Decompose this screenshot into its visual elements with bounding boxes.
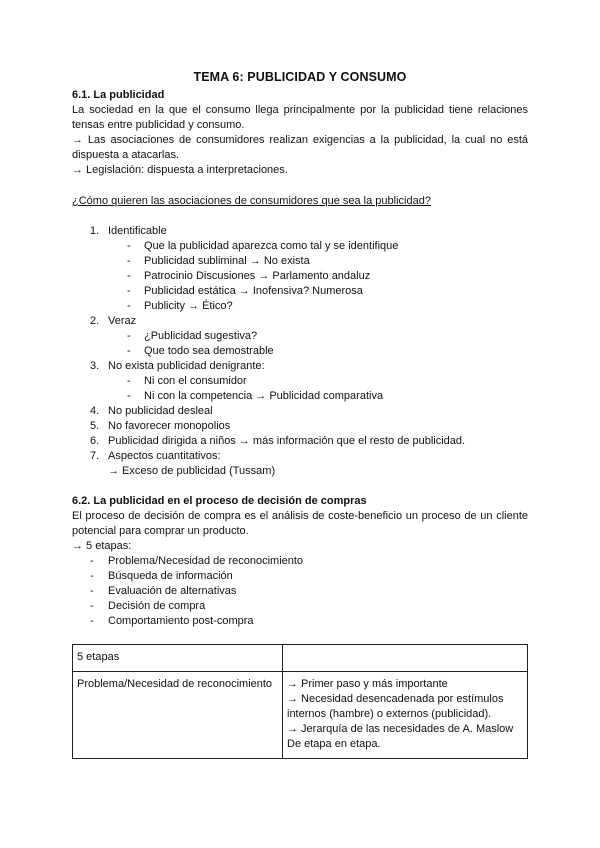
list-number: 6. [90,435,100,447]
list-number: 1. [90,225,100,237]
page-title: TEMA 6: PUBLICIDAD Y CONSUMO [193,70,407,84]
list-number: 5. [90,420,100,432]
list-number: 4. [90,405,100,417]
list-item [72,449,528,464]
sub-list-item: - Ni con el consumidor [127,375,247,387]
requirements-list [72,224,528,479]
list-item-continuation: → Exceso de publicidad (Tussam) [108,465,276,477]
sub-list-item: - Publicidad subliminal → No exista [127,255,310,267]
sub-list-item: - Publicity → Ético? [127,300,233,312]
list-item [72,404,528,419]
sub-list-item-text: Patrocinio Discusiones → Parlamento andaluz [144,270,371,282]
section-2 [72,494,528,759]
table-cell [283,645,528,672]
list-item [72,359,528,374]
list-item [72,419,528,434]
sub-list-item-text: Publicity → Ético? [144,300,233,312]
list-item-text: No favorecer monopolios [108,420,231,432]
list-number: 2. [90,315,100,327]
list-item-text: Publicidad dirigida a niños → más información que el resto de publicidad. [108,435,466,447]
section-1-question: ¿Cómo quieren las asociaciones de consumidores que sea la publicidad? [72,195,431,207]
list-item-text: Aspectos cuantitativos: [108,450,221,462]
table-cell: Problema/Necesidad de reconocimiento [73,672,283,759]
section-1-arrow-line: → Legislación: dispuesta a interpretaciones. [72,164,288,176]
section-1-paragraph: La sociedad en la que el consumo llega principalmente por la publicidad tiene relaciones tensas entre publicidad y consumo. [72,104,528,131]
section-1-heading: 6.1. La publicidad [72,89,165,101]
stage-item: - Búsqueda de información [90,570,233,582]
stage-item-text: Búsqueda de información [108,570,233,582]
sub-list-item-text: Ni con la competencia → Publicidad comparativa [144,390,384,402]
sub-list-item: - Patrocinio Discusiones → Parlamento andaluz [127,270,371,282]
list-item-text: No exista publicidad denigrante: [108,360,265,372]
section-2-heading: 6.2. La publicidad en el proceso de decisión de compras [72,495,367,507]
stage-item-text: Problema/Necesidad de reconocimiento [108,555,304,567]
sub-list-item-text: Que la publicidad aparezca como tal y se identifique [144,240,399,252]
stages-table [72,644,528,759]
table-cell: 5 etapas [73,645,283,672]
cell-line: → Necesidad desencadenada por estímulos internos (hambre) o externos (publicidad). [287,693,504,720]
table-cell [283,672,528,759]
section-2-paragraph: El proceso de decisión de compra es el análisis de coste-beneficio un proceso de un cliente potencial para comprar un producto. [72,510,528,537]
sub-list-item-text: Publicidad subliminal → No exista [144,255,310,267]
sub-list-item-text: ¿Publicidad sugestiva? [144,330,258,342]
sub-list-item: - Que la publicidad aparezca como tal y se identifique [127,240,399,252]
stage-item: - Decisión de compra [90,600,206,612]
list-item [72,224,528,239]
list-item-text: No publicidad desleal [108,405,213,417]
stage-item-text: Comportamiento post-compra [108,615,254,627]
sub-list-item: - Ni con la competencia → Publicidad comparativa [127,390,384,402]
stage-item-text: Decisión de compra [108,600,206,612]
cell-line: → Primer paso y más importante [287,678,448,690]
list-number: 7. [90,450,100,462]
sub-list-item-text: Que todo sea demostrable [144,345,274,357]
sub-list-item-text: Publicidad estática → Inofensiva? Numerosa [144,285,363,297]
table-header-row [73,645,528,672]
stage-item: - Evaluación de alternativas [90,585,237,597]
list-item [72,314,528,329]
sub-list-item: - Publicidad estática → Inofensiva? Numerosa [127,285,363,297]
sub-list-item: - ¿Publicidad sugestiva? [127,330,258,342]
stages-intro: → 5 etapas: [72,540,132,552]
document-page [72,70,528,759]
sub-list-item: - Que todo sea demostrable [127,345,274,357]
section-1-arrow-line: → Las asociaciones de consumidores realizan exigencias a la publicidad, la cual no está dispuesta a atacarlas. [72,134,528,161]
list-item-text: Veraz [108,315,137,327]
stage-item-text: Evaluación de alternativas [108,585,237,597]
table-row [73,672,528,759]
list-item [72,434,528,449]
stage-item: - Comportamiento post-compra [90,615,254,627]
sub-list-item-text: Ni con el consumidor [144,375,247,387]
cell-line: De etapa en etapa. [287,738,381,750]
list-item-text: Identificable [108,225,167,237]
list-number: 3. [90,360,100,372]
cell-line: → Jerarquía de las necesidades de A. Maslow [287,723,514,735]
stage-item: - Problema/Necesidad de reconocimiento [90,555,304,567]
